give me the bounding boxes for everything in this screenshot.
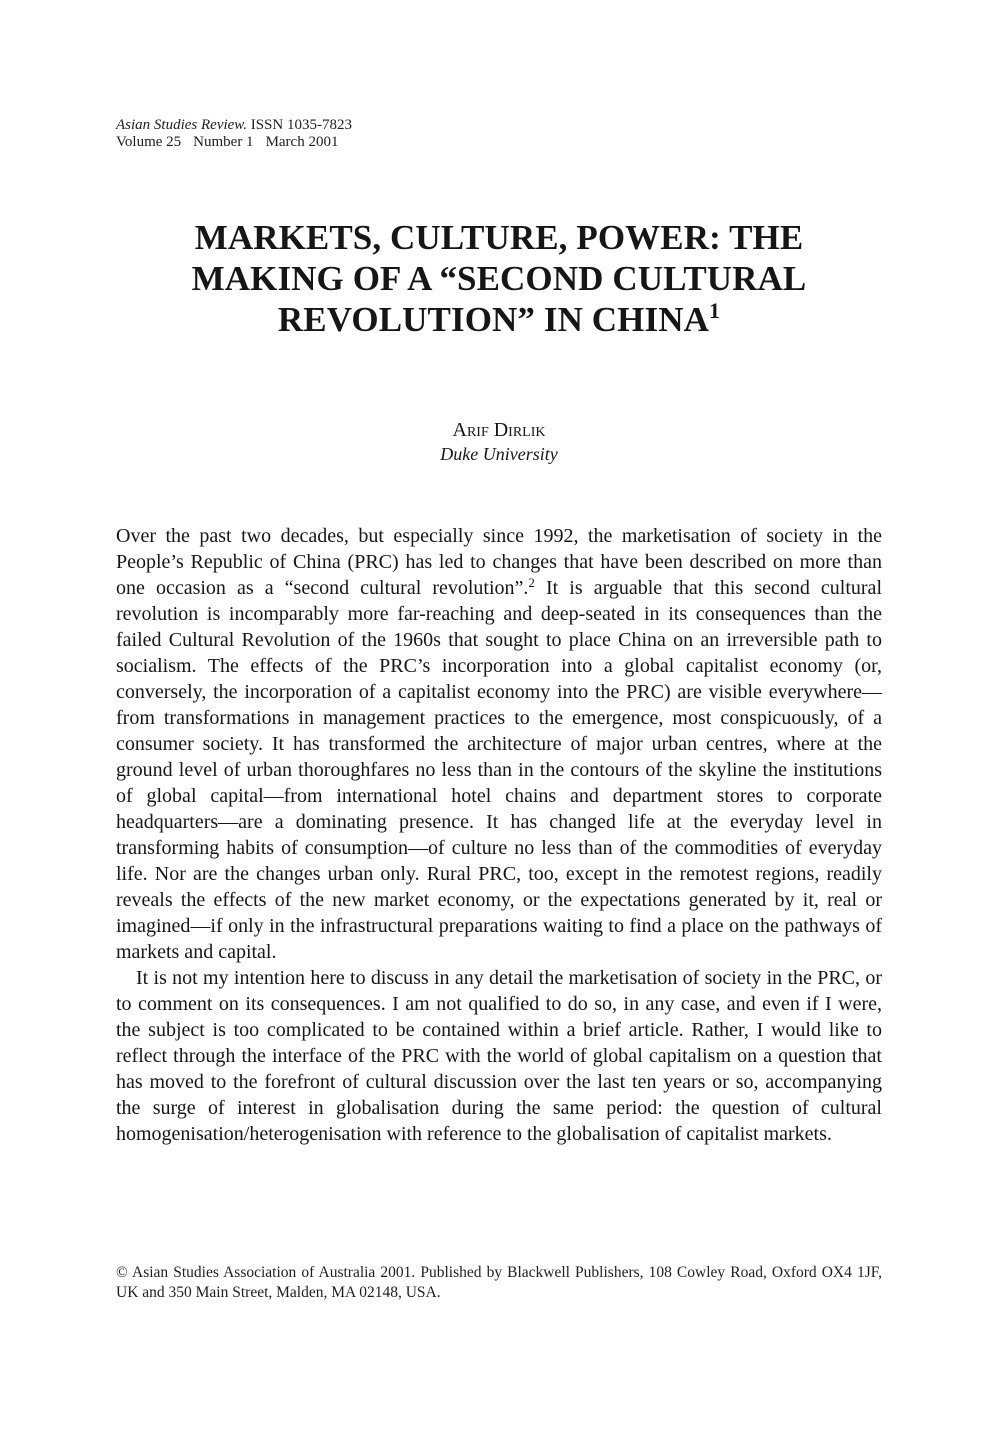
- issue-number: Number 1: [193, 134, 254, 150]
- title-line-1: MARKETS, CULTURE, POWER: THE: [194, 218, 804, 257]
- paragraph-1: [116, 523, 882, 965]
- title-line-3: [116, 299, 882, 340]
- article-body: [116, 523, 882, 1147]
- journal-info-line: [116, 117, 352, 134]
- footnote-marker-2: 2: [528, 575, 535, 590]
- author-block: [116, 418, 882, 466]
- volume: Volume 25: [116, 134, 182, 150]
- title-line-3-text: REVOLUTION” IN CHINA: [277, 300, 709, 339]
- article-page: [116, 0, 882, 1453]
- journal-name: Asian Studies Review.: [116, 117, 247, 133]
- issn: ISSN 1035-7823: [250, 117, 352, 133]
- author-name: Arif Dirlik: [452, 419, 546, 441]
- issue-info-line: [116, 134, 352, 151]
- paragraph-1-text-a: Over the past two decades, but especially since 1992, the marketisation of society in the People’s Republic of China (PRC) has led to changes that have been described on more than one occasion as a “second cultural revolution”.: [116, 525, 882, 599]
- journal-header: [116, 117, 352, 151]
- author-affiliation: Duke University: [440, 444, 558, 464]
- issue-date: March 2001: [265, 134, 339, 150]
- paragraph-1-text-b: It is arguable that this second cultural revolution is incomparably more far-reaching and deep-seated in its consequences than the failed Cultural Revolution of the 1960s that sought to place China on an irreversible path to socialism. The effects of the PRC’s incorporation into a global capitalist economy (or, conversely, the incorporation of a capitalist economy into the PRC) are visible everywhere—from transformations in management practices to the emergence, most conspicuously, of a consumer society. It has transformed the architecture of major urban centres, where at the ground level of urban thoroughfares no less than in the contours of the skyline the institutions of global capital—from international hotel chains and department stores to corporate headquarters—are a dominating presence. It has changed life at the everyday level in transforming habits of consumption—of culture no less than of the commodities of everyday life. Nor are the changes urban only. Rural PRC, too, except in the remotest regions, readily reveals the effects of the new market economy, or the expectations generated by it, real or imagined—if only in the infrastructural preparations waiting to find a place on the pathways of markets and capital.: [116, 577, 882, 963]
- copyright-notice: © Asian Studies Association of Australia 2001. Published by Blackwell Publishers, 108 Cowley Road, Oxford OX4 1JF, UK and 350 Main Street, Malden, MA 02148, USA.: [116, 1264, 882, 1301]
- article-title: [116, 217, 882, 340]
- paragraph-2: It is not my intention here to discuss in any detail the marketisation of society in the PRC, or to comment on its consequences. I am not qualified to do so, in any case, and even if I were, the subject is too complicated to be contained within a brief article. Rather, I would like to reflect through the interface of the PRC with the world of global capitalism on a question that has moved to the forefront of cultural discussion over the last ten years or so, accompanying the surge of interest in globalisation during the same period: the question of cultural homogenisation/heterogenisation with reference to the globalisation of capitalist markets.: [116, 967, 882, 1145]
- title-line-2: MAKING OF A “SECOND CULTURAL: [191, 259, 807, 298]
- title-footnote-marker: 1: [708, 298, 721, 323]
